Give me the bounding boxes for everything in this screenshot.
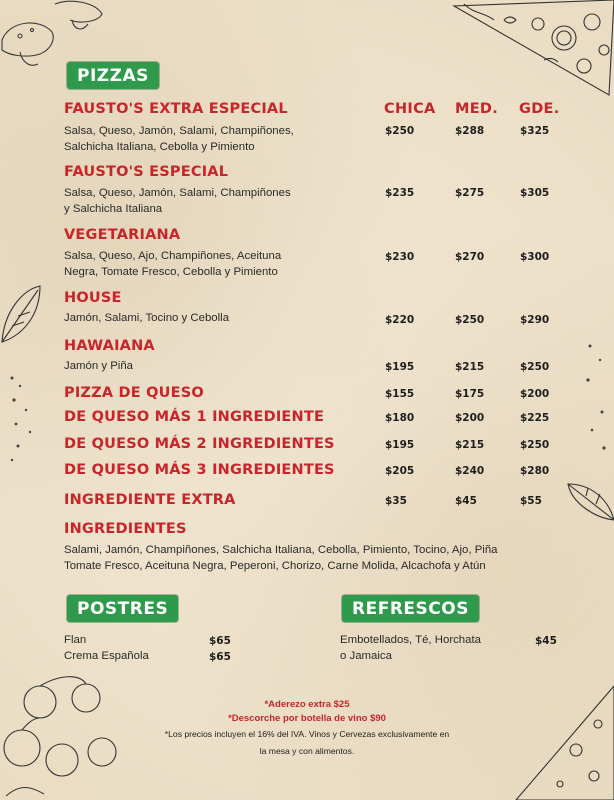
menu-item-name: FAUSTO'S ESPECIAL <box>64 164 229 180</box>
tomato-vine-illustration <box>0 668 120 800</box>
price-large: $305 <box>520 187 550 199</box>
dessert-item-name: Flan <box>64 634 87 646</box>
note-aderezo: *Aderezo extra $25 <box>264 699 350 710</box>
price-medium: $275 <box>455 187 485 199</box>
price-small: $180 <box>385 412 415 424</box>
price-small: $195 <box>385 439 415 451</box>
price-medium: $215 <box>455 439 485 451</box>
price-large: $55 <box>520 495 542 507</box>
cheese-illustration <box>506 680 614 800</box>
drinks-price: $45 <box>535 635 557 647</box>
refrescos-heading: REFRESCOS <box>342 595 479 622</box>
menu-item-name: PIZZA DE QUESO <box>64 385 204 401</box>
price-medium: $45 <box>455 495 477 507</box>
note-descorche: *Descorche por botella de vino $90 <box>228 713 386 724</box>
menu-item-name: DE QUESO MÁS 1 INGREDIENTE <box>64 409 325 425</box>
price-medium: $250 <box>455 314 485 326</box>
price-large: $300 <box>520 251 550 263</box>
column-large-header: GDE. <box>519 101 560 117</box>
basil-leaf-illustration <box>0 282 50 352</box>
menu-item-description: Salsa, Queso, Ajo, Champiñones, Aceituna Negra, Tomate Fresco, Cebolla y Pimiento <box>64 250 282 278</box>
price-small: $195 <box>385 361 415 373</box>
menu-item-description: Jamón, Salami, Tocino y Cebolla <box>64 312 230 324</box>
menu-item-name: INGREDIENTE EXTRA <box>64 492 236 508</box>
pepper-dots <box>578 340 612 460</box>
pizza-slice-illustration <box>444 0 614 100</box>
price-medium: $288 <box>455 125 485 137</box>
menu-item-description: Salsa, Queso, Jamón, Salami, Champiñones, Salchicha Italiana, Cebolla y Pimiento <box>64 125 294 153</box>
dessert-item-price: $65 <box>209 651 231 663</box>
menu-item-name: FAUSTO'S EXTRA ESPECIAL <box>64 101 288 117</box>
menu-item-name: HAWAIANA <box>64 338 155 354</box>
price-medium: $215 <box>455 361 485 373</box>
drinks-description: o Jamaica <box>340 650 392 662</box>
price-large: $225 <box>520 412 550 424</box>
postres-heading: POSTRES <box>67 595 178 622</box>
price-small: $230 <box>385 251 415 263</box>
price-medium: $270 <box>455 251 485 263</box>
menu-item-name: VEGETARIANA <box>64 227 181 243</box>
column-medium-header: MED. <box>455 101 499 117</box>
menu-item-name: HOUSE <box>64 290 122 306</box>
price-small: $205 <box>385 465 415 477</box>
price-large: $325 <box>520 125 550 137</box>
menu-item-name: DE QUESO MÁS 2 INGREDIENTES <box>64 436 335 452</box>
price-medium: $240 <box>455 465 485 477</box>
note-iva-line2: la mesa y con alimentos. <box>259 746 355 756</box>
dessert-item-price: $65 <box>209 635 231 647</box>
pepper-dots <box>6 370 46 470</box>
pizzas-heading: PIZZAS <box>67 62 159 89</box>
basil-leaf-illustration <box>566 474 614 524</box>
column-small-header: CHICA <box>384 101 436 117</box>
price-small: $235 <box>385 187 415 199</box>
price-large: $250 <box>520 361 550 373</box>
price-medium: $175 <box>455 388 485 400</box>
ingredients-heading: INGREDIENTES <box>64 521 187 537</box>
menu-item-description: Jamón y Piña <box>64 360 134 372</box>
price-large: $200 <box>520 388 550 400</box>
price-large: $290 <box>520 314 550 326</box>
drinks-description: Embotellados, Té, Horchata <box>340 634 481 646</box>
price-small: $35 <box>385 495 407 507</box>
price-small: $220 <box>385 314 415 326</box>
price-large: $280 <box>520 465 550 477</box>
ingredients-list: Salami, Jamón, Champiñones, Salchicha Italiana, Cebolla, Pimiento, Tocino, Ajo, Piña <box>64 544 498 556</box>
price-large: $250 <box>520 439 550 451</box>
menu-item-description: Salsa, Queso, Jamón, Salami, Champiñones y Salchicha Italiana <box>64 187 291 215</box>
price-small: $250 <box>385 125 415 137</box>
price-medium: $200 <box>455 412 485 424</box>
dessert-item-name: Crema Española <box>64 650 149 662</box>
menu-item-name: DE QUESO MÁS 3 INGREDIENTES <box>64 462 335 478</box>
price-small: $155 <box>385 388 415 400</box>
ingredients-list: Tomate Fresco, Aceituna Negra, Peperoni, Chorizo, Carne Molida, Alcachofa y Atún <box>64 560 486 572</box>
note-iva-line1: *Los precios incluyen el 16% del IVA. Vinos y Cervezas exclusivamente en <box>164 729 450 739</box>
